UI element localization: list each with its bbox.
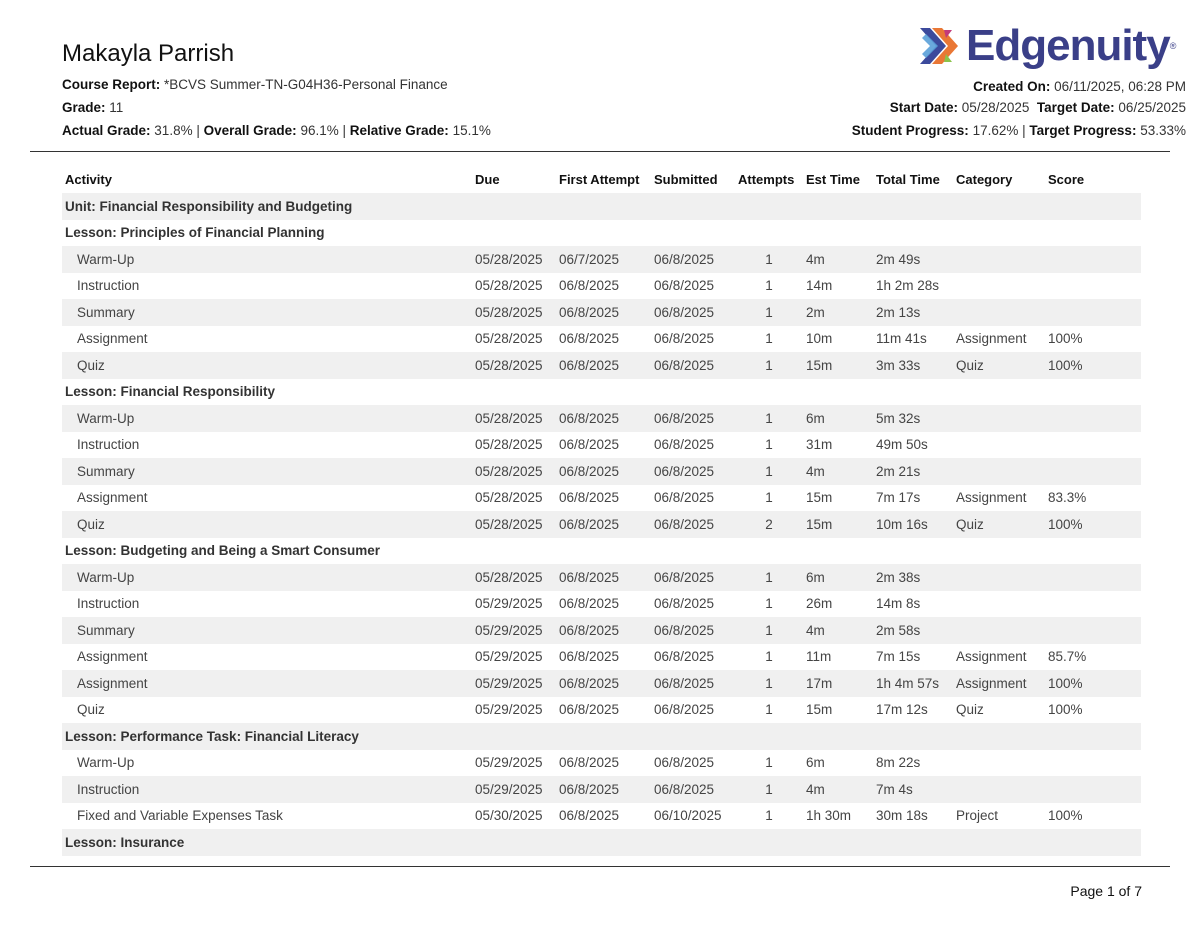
separator: | [342,123,346,138]
category-cell [953,405,1045,432]
submitted-cell: 06/8/2025 [654,278,715,294]
table-row [62,564,1141,591]
submitted-cell: 06/8/2025 [651,617,735,644]
total-time-cell: 7m 4s [873,776,953,803]
submitted-cell: 06/8/2025 [654,596,715,612]
header-divider [30,151,1170,152]
score-cell: 100% [1048,702,1083,718]
group-label: Lesson: Financial Responsibility [65,384,276,400]
first-attempt-cell: 06/8/2025 [559,649,620,665]
table-row [62,803,1141,830]
est-time-cell: 14m [806,278,833,294]
due-cell: 05/28/2025 [472,564,556,591]
edgenuity-x-icon [916,24,962,68]
submitted-cell: 06/8/2025 [651,405,735,432]
first-attempt-cell: 06/8/2025 [556,299,651,326]
total-time-cell: 7m 15s [876,649,921,665]
attempts-cell: 1 [765,808,773,824]
target-progress-value: 53.33% [1140,123,1186,138]
first-attempt-cell: 06/8/2025 [556,776,651,803]
group-header-row [62,829,1141,856]
due-cell: 05/28/2025 [475,490,543,506]
group-label: Unit: Financial Responsibility and Budgeting [62,193,1141,220]
score-cell [1045,617,1141,644]
submitted-cell: 06/8/2025 [654,649,715,665]
table-row [62,432,1141,459]
due-cell: 05/28/2025 [472,405,556,432]
score-cell [1045,432,1141,459]
attempts-cell: 1 [765,331,773,347]
table-row [62,458,1141,485]
page-number: Page 1 of 7 [1070,883,1142,899]
score-cell [1045,405,1141,432]
created-on-line [973,79,1186,94]
category-cell [953,432,1045,459]
submitted-cell: 06/8/2025 [654,702,715,718]
attempts-cell: 1 [765,596,773,612]
column-header-total-time: Total Time [876,172,940,187]
activity-cell: Warm-Up [62,405,472,432]
column-header-activity: Activity [65,172,112,187]
score-cell [1045,750,1141,777]
attempts-cell: 1 [735,670,803,697]
first-attempt-cell: 06/8/2025 [556,564,651,591]
total-time-cell: 2m 58s [873,617,953,644]
table-row [62,511,1141,538]
total-time-cell: 1h 4m 57s [873,670,953,697]
table-row [62,326,1141,353]
first-attempt-cell: 06/8/2025 [556,352,651,379]
submitted-cell: 06/8/2025 [654,755,715,771]
category-cell [953,299,1045,326]
column-header-score: Score [1048,172,1085,187]
due-cell: 05/28/2025 [472,246,556,273]
total-time-cell: 30m 18s [876,808,928,824]
score-cell [1045,564,1141,591]
column-header-category: Category [956,172,1013,187]
category-cell [953,617,1045,644]
score-cell [1045,776,1141,803]
total-time-cell: 7m 17s [876,490,921,506]
submitted-cell: 06/10/2025 [654,808,722,824]
est-time-cell: 4m [803,617,873,644]
dates-line [890,100,1186,115]
target-date-value: 06/25/2025 [1118,100,1186,115]
total-time-cell: 49m 50s [876,437,928,453]
group-label: Lesson: Insurance [62,829,1141,856]
due-cell: 05/28/2025 [472,458,556,485]
est-time-cell: 6m [803,405,873,432]
due-cell: 05/29/2025 [475,649,543,665]
group-header-row [62,723,1141,750]
attempts-cell: 1 [765,649,773,665]
first-attempt-cell: 06/8/2025 [559,702,620,718]
footer-divider [30,866,1170,867]
overall-grade-value: 96.1% [300,123,339,138]
est-time-cell: 4m [803,458,873,485]
due-cell: 05/29/2025 [472,776,556,803]
target-date-label: Target Date: [1036,100,1115,115]
table-body [62,193,1141,856]
est-time-cell: 17m [803,670,873,697]
course-report-line [62,77,448,92]
score-cell: 83.3% [1048,490,1087,506]
column-header-due: Due [475,172,500,187]
target-progress-label: Target Progress: [1029,123,1137,138]
grade-label: Grade: [62,100,106,115]
student-progress-label: Student Progress: [851,123,969,138]
est-time-cell: 2m [803,299,873,326]
group-header-row [62,538,1141,565]
table-row [62,246,1141,273]
due-cell: 05/29/2025 [475,596,543,612]
category-cell: Assignment [956,649,1027,665]
category-cell [953,246,1045,273]
est-time-cell: 31m [806,437,833,453]
separator: | [1022,123,1026,138]
due-cell: 05/29/2025 [475,702,543,718]
table-row [62,670,1141,697]
total-time-cell: 1h 2m 28s [876,278,940,294]
attempts-cell: 1 [765,278,773,294]
relative-grade-label: Relative Grade: [349,123,449,138]
first-attempt-cell: 06/8/2025 [556,458,651,485]
start-date-value: 05/28/2025 [961,100,1030,115]
due-cell: 05/28/2025 [472,299,556,326]
first-attempt-cell: 06/8/2025 [559,490,620,506]
due-cell: 05/28/2025 [472,511,556,538]
total-time-cell: 2m 21s [873,458,953,485]
column-header-attempts: Attempts [738,172,795,187]
group-header-row [62,220,1141,247]
score-cell: 100% [1045,511,1141,538]
group-label: Lesson: Budgeting and Being a Smart Consumer [65,543,381,559]
category-cell: Assignment [956,331,1027,347]
est-time-cell: 15m [803,511,873,538]
due-cell: 05/28/2025 [475,437,543,453]
total-time-cell: 5m 32s [873,405,953,432]
table-row [62,485,1141,512]
est-time-cell: 15m [806,490,833,506]
total-time-cell: 3m 33s [873,352,953,379]
first-attempt-cell: 06/8/2025 [559,278,620,294]
created-on-value: 06/11/2025, 06:28 PM [1054,79,1186,94]
total-time-cell: 2m 49s [873,246,953,273]
submitted-cell: 06/8/2025 [654,331,715,347]
category-cell [953,591,1045,618]
est-time-cell: 15m [806,702,833,718]
attempts-cell: 1 [735,564,803,591]
overall-grade-label: Overall Grade: [203,123,297,138]
category-cell [953,750,1045,777]
course-report-value: *BCVS Summer-TN-G04H36-Personal Finance [164,77,448,92]
activity-cell: Instruction [77,437,140,453]
activity-cell: Quiz [77,702,105,718]
submitted-cell: 06/8/2025 [654,437,715,453]
created-on-label: Created On: [973,79,1051,94]
attempts-cell: 1 [735,405,803,432]
table-row [62,617,1141,644]
attempts-cell: 1 [735,776,803,803]
score-cell [1045,458,1141,485]
table-row [62,750,1141,777]
column-header-submitted: Submitted [654,172,718,187]
table-row [62,591,1141,618]
est-time-cell: 1h 30m [806,808,852,824]
due-cell: 05/29/2025 [475,755,543,771]
score-cell [1045,591,1141,618]
logo-wordmark: Edgenuity [966,21,1170,70]
total-time-cell: 2m 13s [873,299,953,326]
activity-cell: Summary [62,458,472,485]
score-cell: 100% [1045,670,1141,697]
table-row [62,697,1141,724]
est-time-cell: 4m [803,776,873,803]
first-attempt-cell: 06/8/2025 [559,331,620,347]
category-cell: Quiz [956,702,984,718]
attempts-cell: 1 [735,299,803,326]
table-row [62,405,1141,432]
attempts-cell: 2 [735,511,803,538]
progress-line [852,123,1186,138]
due-cell: 05/28/2025 [475,331,543,347]
est-time-cell: 4m [803,246,873,273]
first-attempt-cell: 06/8/2025 [556,405,651,432]
submitted-cell: 06/8/2025 [651,352,735,379]
first-attempt-cell: 06/7/2025 [556,246,651,273]
est-time-cell: 6m [806,755,825,771]
score-cell: 100% [1045,352,1141,379]
category-cell [953,564,1045,591]
activity-cell: Warm-Up [62,246,472,273]
attempts-cell: 1 [765,490,773,506]
est-time-cell: 10m [806,331,833,347]
total-time-cell: 10m 16s [873,511,953,538]
logo-registered-mark: ® [1169,41,1177,51]
submitted-cell: 06/8/2025 [651,511,735,538]
category-cell: Quiz [953,352,1045,379]
submitted-cell: 06/8/2025 [654,490,715,506]
est-time-cell: 11m [806,649,832,665]
actual-grade-label: Actual Grade: [62,123,151,138]
attempts-cell: 1 [765,437,773,453]
activity-cell: Assignment [62,670,472,697]
score-cell: 85.7% [1048,649,1087,665]
activity-cell: Warm-Up [62,564,472,591]
attempts-cell: 1 [735,617,803,644]
actual-grade-value: 31.8% [154,123,193,138]
attempts-cell: 1 [765,702,773,718]
total-time-cell: 17m 12s [876,702,928,718]
total-time-cell: 14m 8s [876,596,921,612]
first-attempt-cell: 06/8/2025 [556,670,651,697]
relative-grade-value: 15.1% [452,123,491,138]
first-attempt-cell: 06/8/2025 [559,596,620,612]
due-cell: 05/28/2025 [475,278,543,294]
table-row [62,273,1141,300]
attempts-cell: 1 [735,246,803,273]
submitted-cell: 06/8/2025 [651,299,735,326]
attempts-cell: 1 [735,458,803,485]
category-cell: Project [956,808,999,824]
submitted-cell: 06/8/2025 [651,246,735,273]
submitted-cell: 06/8/2025 [651,458,735,485]
total-time-cell: 8m 22s [876,755,921,771]
first-attempt-cell: 06/8/2025 [556,511,651,538]
score-cell [1045,299,1141,326]
first-attempt-cell: 06/8/2025 [556,617,651,644]
grade-line [62,100,123,115]
student-progress-value: 17.62% [972,123,1019,138]
submitted-cell: 06/8/2025 [651,564,735,591]
activity-cell: Assignment [77,490,148,506]
score-cell [1045,246,1141,273]
due-cell: 05/29/2025 [472,670,556,697]
category-cell [953,273,1045,300]
category-cell: Quiz [953,511,1045,538]
attempts-cell: 1 [735,352,803,379]
group-header-row [62,193,1141,220]
activity-cell: Quiz [62,511,472,538]
activity-cell: Assignment [77,649,148,665]
activity-cell: Summary [62,617,472,644]
first-attempt-cell: 06/8/2025 [559,808,620,824]
activity-cell: Warm-Up [77,755,135,771]
est-time-cell: 15m [803,352,873,379]
score-cell [1045,273,1141,300]
edgenuity-logo [916,20,1176,72]
table-row [62,644,1141,671]
table-row [62,299,1141,326]
first-attempt-cell: 06/8/2025 [559,755,620,771]
student-name: Makayla Parrish [62,40,235,67]
separator: | [196,123,200,138]
est-time-cell: 26m [806,596,833,612]
score-cell: 100% [1048,808,1083,824]
group-label: Lesson: Performance Task: Financial Literacy [62,723,1141,750]
category-cell: Assignment [953,670,1045,697]
est-time-cell: 6m [803,564,873,591]
grade-value: 11 [109,100,124,115]
table-row [62,776,1141,803]
activity-cell: Fixed and Variable Expenses Task [77,808,283,824]
group-header-row [62,379,1141,406]
category-cell [953,776,1045,803]
category-cell: Assignment [956,490,1027,506]
category-cell [953,458,1045,485]
due-cell: 05/29/2025 [472,617,556,644]
activity-cell: Instruction [77,596,140,612]
grades-line [62,123,491,138]
activity-table [62,166,1141,856]
activity-cell: Summary [62,299,472,326]
column-header-est-time: Est Time [806,172,860,187]
submitted-cell: 06/8/2025 [651,670,735,697]
activity-cell: Instruction [77,278,140,294]
activity-cell: Instruction [62,776,472,803]
activity-cell: Assignment [77,331,148,347]
table-header-row [62,166,1141,193]
first-attempt-cell: 06/8/2025 [559,437,620,453]
attempts-cell: 1 [765,755,773,771]
total-time-cell: 11m 41s [876,331,927,347]
start-date-label: Start Date: [889,100,959,115]
total-time-cell: 2m 38s [873,564,953,591]
column-header-first-attempt: First Attempt [559,172,640,187]
table-row [62,352,1141,379]
course-report-label: Course Report: [62,77,161,92]
due-cell: 05/30/2025 [475,808,543,824]
group-label: Lesson: Principles of Financial Planning [65,225,325,241]
activity-cell: Quiz [62,352,472,379]
score-cell: 100% [1048,331,1083,347]
due-cell: 05/28/2025 [472,352,556,379]
submitted-cell: 06/8/2025 [651,776,735,803]
